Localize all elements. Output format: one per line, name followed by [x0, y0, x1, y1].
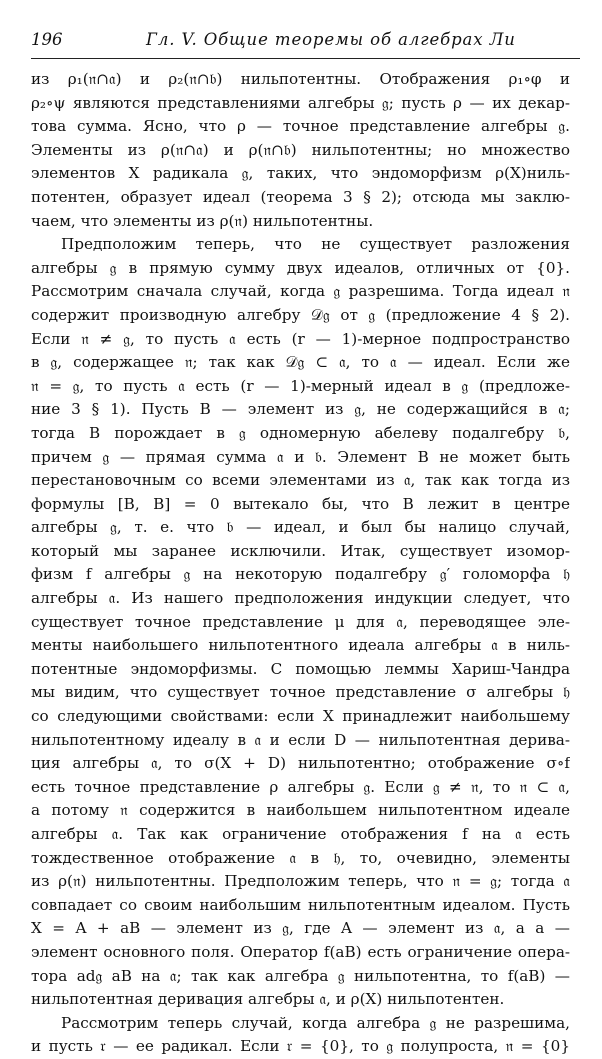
- text-line: содержит производную алгебру 𝒟𝔤 от 𝔤 (предложение 4 § 2).: [31, 305, 570, 324]
- text-line: есть точное представление ρ алгебры 𝔤. Если 𝔤 ≠ 𝔫, то 𝔫 ⊂ 𝔞,: [31, 777, 570, 796]
- page-number: 196: [31, 30, 63, 49]
- running-head: Гл. V. Общие теоремы об алгебрах Ли: [146, 30, 516, 49]
- text-line: алгебры 𝔤, т. е. что 𝔟 — идеал, и был бы налицо случай,: [31, 518, 570, 537]
- text-line: элемент основного поля. Оператор f(aB) есть ограничение опера-: [31, 942, 570, 961]
- text-line: Предположим теперь, что не существует разложения: [61, 235, 570, 254]
- page-header: [31, 28, 580, 59]
- text-line: Рассмотрим теперь случай, когда алгебра 𝔤 не разрешима,: [61, 1013, 570, 1032]
- text-line: перестановочным со всеми элементами из 𝔞, так как тогда из: [31, 471, 570, 490]
- text-line: из ρ₁(𝔫∩𝔞) и ρ₂(𝔫∩𝔟) нильпотентны. Отображения ρ₁∘φ и: [31, 70, 570, 88]
- text-line: Если 𝔫 ≠ 𝔤, то пусть 𝔞 есть (r — 1)-мерное подпространство: [31, 329, 570, 348]
- text-line: тора ad𝔤 aB на 𝔞; так как алгебра 𝔤 нильпотентна, то f(aB) —: [31, 966, 570, 985]
- text-line: ρ₂∘ψ являются представлениями алгебры 𝔤; пусть ρ — их декар-: [31, 93, 570, 112]
- text-line: това сумма. Ясно, что ρ — точное представление алгебры 𝔤.: [31, 117, 570, 136]
- text-line: элементов X радикала 𝔤, таких, что эндоморфизм ρ(X)ниль-: [31, 164, 570, 183]
- text-line: тогда B порождает в 𝔤 одномерную абелеву подалгебру 𝔟,: [31, 423, 570, 442]
- text-line: ция алгебры 𝔞, то σ(X + D) нильпотентно; отображение σ∘f: [31, 754, 570, 773]
- text-line: нильпотентному идеалу в 𝔞 и если D — нильпотентная дерива-: [31, 730, 570, 749]
- text-line: Элементы из ρ(𝔫∩𝔞) и ρ(𝔫∩𝔟) нильпотентны; но множество: [31, 140, 570, 159]
- text-line: существует точное представление μ для 𝔞, переводящее эле-: [31, 612, 570, 631]
- text-line: Рассмотрим сначала случай, когда 𝔤 разрешима. Тогда идеал 𝔫: [31, 282, 570, 301]
- text-line: алгебры 𝔞. Из нашего предположения индукции следует, что: [31, 589, 570, 608]
- text-line: менты наибольшего нильпотентного идеала алгебры 𝔞 в ниль-: [31, 636, 570, 655]
- text-line: алгебры 𝔤 в прямую сумму двух идеалов, отличных от {0}.: [31, 258, 570, 277]
- text-line: мы видим, что существует точное представление σ алгебры 𝔥: [31, 683, 570, 702]
- text-line: а потому 𝔫 содержится в наибольшем нильпотентном идеале: [31, 801, 570, 820]
- text-line: чаем, что элементы из ρ(𝔫) нильпотентны.: [31, 211, 374, 230]
- text-line: формулы [B, B] = 0 вытекало бы, что B лежит в центре: [31, 494, 570, 513]
- text-line: в 𝔤, содержащее 𝔫; так как 𝒟𝔤 ⊂ 𝔞, то 𝔞 — идеал. Если же: [31, 353, 570, 372]
- text-line: и пусть 𝔯 — ее радикал. Если 𝔯 = {0}, то 𝔤 полупроста, 𝔫 = {0}: [31, 1037, 570, 1056]
- text-line: физм f алгебры 𝔤 на некоторую подалгебру 𝔤′ голоморфа 𝔥: [31, 565, 570, 584]
- text-line: нильпотентная деривация алгебры 𝔞, и ρ(X) нильпотентен.: [31, 990, 505, 1009]
- text-line: 𝔫 = 𝔤, то пусть 𝔞 есть (r — 1)-мерный идеал в 𝔤 (предложе-: [31, 376, 570, 395]
- text-line: со следующими свойствами: если X принадлежит наибольшему: [31, 707, 570, 726]
- text-line: из ρ(𝔫) нильпотентны. Предположим теперь, что 𝔫 = 𝔤; тогда 𝔞: [31, 872, 570, 891]
- text-line: алгебры 𝔞. Так как ограничение отображения f на 𝔞 есть: [31, 825, 570, 843]
- text-line: X = A + aB — элемент из 𝔤, где A — элемент из 𝔞, а a —: [31, 919, 570, 938]
- text-line: ние 3 § 1). Пусть B — элемент из 𝔤, не содержащийся в 𝔞;: [31, 400, 570, 419]
- text-line: который мы заранее исключили. Итак, существует изомор-: [31, 541, 570, 560]
- text-line: причем 𝔤 — прямая сумма 𝔞 и 𝔟. Элемент B не может быть: [31, 447, 570, 466]
- text-line: потентные эндоморфизмы. С помощью леммы Хариш-Чандра: [31, 659, 570, 678]
- text-line: тождественное отображение 𝔞 в 𝔥, то, очевидно, элементы: [31, 848, 570, 867]
- text-line: совпадает со своим наибольшим нильпотентным идеалом. Пусть: [31, 895, 570, 914]
- text-line: потентен, образует идеал (теорема 3 § 2); отсюда мы заклю-: [31, 187, 570, 206]
- body-text: [31, 68, 570, 1059]
